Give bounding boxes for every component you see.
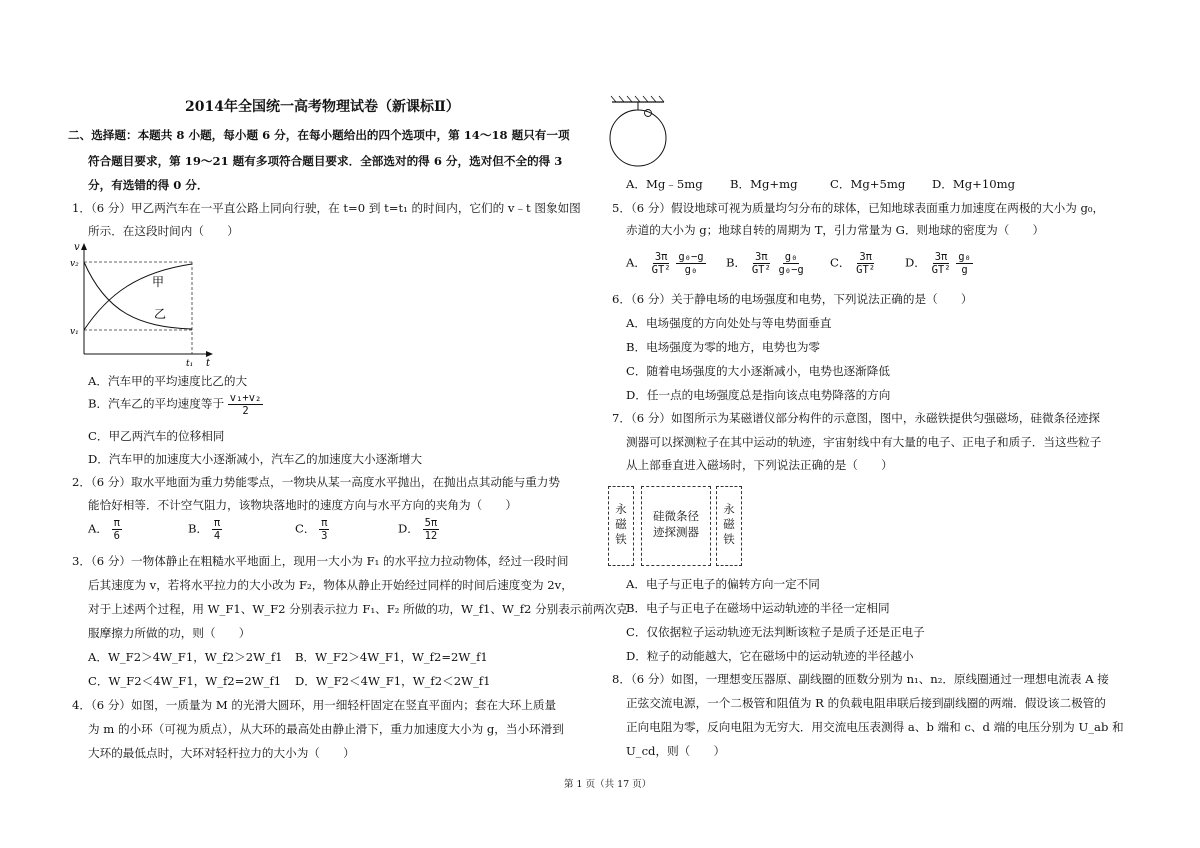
- curve-jia: [84, 264, 192, 330]
- curve-jia-label: 甲: [152, 275, 165, 289]
- q6-stem-line1: 6．（6 分）关于静电场的电场强度和电势，下列说法正确的是（ ）: [612, 292, 973, 306]
- q1-option-b-denominator: 2: [242, 405, 249, 417]
- q5-a-f1-den: GT²: [651, 264, 671, 276]
- q8-stem-line1: 8．（6 分）如图，一理想变压器原、副线圈的匝数分别为 n₁、n₂．原线圈通过一理想电流表 A 接: [612, 672, 1109, 686]
- q6-option-c: C．随着电场强度的大小逐渐减小，电势也逐渐降低: [626, 364, 890, 378]
- v1-label: v₁: [70, 327, 79, 337]
- q5-option-a-label: A．: [626, 255, 646, 270]
- q5-stem-line1: 5．（6 分）假设地球可视为质量均匀分布的球体，已知地球表面重力加速度在两极的大小为 g₀，: [612, 201, 1105, 215]
- big-ring: [610, 110, 666, 166]
- q1-stem-line2: 所示．在这段时间内（ ）: [88, 224, 239, 238]
- q7-option-c: C．仅依据粒子运动轨迹无法判断该粒子是质子还是正电子: [626, 625, 925, 639]
- q2-option-c: [295, 517, 329, 542]
- page-title: 2014年全国统一高考物理试卷（新课标Ⅱ）: [185, 99, 460, 115]
- q3-stem-line2: 后其速度为 v，若将水平拉力的大小改为 F₂，物体从静止开始经过同样的时间后速度变为 2v，: [88, 578, 573, 592]
- q2-option-d-den: 12: [424, 530, 438, 542]
- q3-option-b: B．W_F2＞4W_F1，W_f2=2W_f1: [295, 650, 488, 664]
- q2-option-d: [398, 517, 439, 542]
- q4-stem-line1: 4．（6 分）如图，一质量为 M 的光滑大圆环，用一细轻杆固定在竖直平面内；套在大环上质量: [72, 698, 557, 712]
- q8-stem-line3: 正向电阻为零，反向电阻为无穷大．用交流电压表测得 a、b 端和 c、d 端的电压分别为 U_ab 和: [626, 720, 1124, 734]
- q4-option-a: A．Mg﹣5mg: [626, 177, 703, 191]
- section-header-line3: 分，有选错的得 0 分．: [88, 178, 209, 192]
- q7-left-magnet-label: 永磁铁: [615, 502, 627, 546]
- q8-stem-line4: U_cd，则（ ）: [626, 744, 726, 758]
- q4-option-d: D．Mg+10mg: [932, 177, 1016, 191]
- q2-stem-line2: 能恰好相等．不计空气阻力，该物块落地时的速度方向与水平方向的夹角为（ ）: [88, 498, 517, 512]
- q1-vt-graph: [68, 242, 218, 368]
- q7-stem-line2: 测器可以探测粒子在其中运动的轨迹，宇宙射线中有大量的电子、正电子和质子．当这些粒子: [626, 435, 1102, 449]
- x-axis-label: t: [206, 358, 211, 368]
- section-header-line2: 符合题目要求，第 19～21 题有多项符合题目要求．全部选对的得 6 分，选对但不全的得 3: [88, 154, 563, 168]
- y-axis-arrow: [81, 243, 87, 250]
- q1-option-b-numerator: v₁+v₂: [229, 392, 262, 404]
- q2-option-d-label: D．: [398, 521, 419, 536]
- q3-stem-line4: 服摩擦力所做的功，则（ ）: [88, 626, 251, 640]
- q2-option-c-den: 3: [321, 530, 328, 542]
- q1-option-b-fraction: [228, 392, 264, 417]
- q4-stem-line3: 大环的最低点时，大环对轻杆拉力的大小为（ ）: [88, 746, 355, 760]
- q1-option-d: D．汽车甲的加速度大小逐渐减小，汽车乙的加速度大小逐渐增大: [88, 452, 422, 466]
- q2-option-a-den: 6: [113, 530, 120, 542]
- q5-a-f1-num: 3π: [654, 251, 668, 263]
- q7-stem-line3: 从上部垂直进入磁场时，下列说法正确的是（ ）: [626, 458, 893, 472]
- q5-d-f1-num: 3π: [934, 251, 948, 263]
- q2-option-a-label: A．: [88, 521, 108, 536]
- q5-b-f1-den: GT²: [751, 264, 771, 276]
- q7-option-a: A．电子与正电子的偏转方向一定不同: [626, 577, 820, 591]
- q2-option-d-num: 5π: [424, 517, 438, 529]
- q5-option-a: [626, 251, 706, 276]
- q1-option-a: A．汽车甲的平均速度比乙的大: [88, 374, 248, 388]
- q4-option-b: B．Mg+mg: [730, 177, 798, 191]
- q7-option-b: B．电子与正电子在磁场中运动轨迹的半径一定相同: [626, 601, 890, 615]
- q6-option-b: B．电场强度为零的地方，电势也为零: [626, 340, 821, 354]
- q3-option-c: C．W_F2＜4W_F1，W_f2=2W_f1: [88, 674, 282, 688]
- q7-detector-label-line2: 迹探测器: [653, 525, 699, 539]
- q1-option-b: [88, 392, 263, 417]
- curve-yi: [84, 262, 192, 329]
- q2-option-b-label: B．: [188, 521, 209, 536]
- q5-option-d-label: D．: [905, 255, 926, 270]
- q2-option-b-den: 4: [213, 530, 221, 542]
- q5-c-f1-num: 3π: [859, 251, 872, 263]
- q2-stem-line1: 2．（6 分）取水平地面为重力势能零点，一物块从某一高度水平抛出，在抛出点其动能与重力势: [72, 475, 560, 489]
- q1-stem-line1: 1．（6 分）甲乙两汽车在一平直公路上同向行驶，在 t=0 到 t=t₁ 的时间内，它们的 v﹣t 图象如图: [72, 201, 581, 215]
- q1-option-b-prefix: B．汽车乙的平均速度等于: [88, 396, 225, 411]
- q7-detector-label-line1: 硅微条径: [653, 509, 699, 523]
- q5-d-f1-den: GT²: [931, 264, 951, 276]
- q5-d-f2-den: g: [961, 264, 968, 276]
- q3-option-a: A．W_F2＞4W_F1，W_f2＞2W_f1: [88, 650, 283, 664]
- q5-option-b: [726, 251, 806, 276]
- q2-option-a: [88, 517, 122, 542]
- curve-yi-label: 乙: [154, 307, 167, 321]
- q5-b-f1-num: 3π: [754, 251, 768, 263]
- q4-stem-line2: 为 m 的小环（可视为质点），从大环的最高处由静止滑下，重力加速度大小为 g，当小环滑到: [88, 722, 564, 736]
- q3-stem-line1: 3．（6 分）一物体静止在粗糙水平地面上，现用一大小为 F₁ 的水平拉力拉动物体，经过一段时间: [72, 554, 569, 568]
- q3-stem-line3: 对于上述两个过程，用 W_F1、W_F2 分别表示拉力 F₁、F₂ 所做的功，W_f1、W_f2 分别表示前两次克: [88, 602, 628, 616]
- q2-option-b: [188, 517, 222, 542]
- q7-option-d: D．粒子的动能越大，它在磁场中的运动轨迹的半径越小: [626, 649, 914, 663]
- v2-label: v₂: [70, 259, 79, 269]
- q5-option-c-label: C．: [830, 255, 851, 270]
- y-axis-label: v: [74, 242, 80, 253]
- q5-option-d: [905, 251, 973, 276]
- q2-option-b-num: π: [213, 517, 221, 529]
- page-footer: 第 1 页（共 17 页）: [564, 779, 652, 790]
- q6-option-a: A．电场强度的方向处处与等电势面垂直: [626, 316, 832, 330]
- q5-option-c: [830, 251, 877, 276]
- q5-option-b-label: B．: [726, 255, 747, 270]
- q5-c-f1-den: GT²: [856, 264, 876, 276]
- q5-a-f2-num: g₀−g: [678, 251, 704, 263]
- section-header-line1: 二、选择题：本题共 8 小题，每小题 6 分，在每小题给出的四个选项中，第 14～18 题只有一项: [68, 128, 570, 142]
- q2-option-a-num: π: [113, 517, 120, 529]
- q7-right-magnet-label: 永磁铁: [723, 502, 735, 546]
- q8-stem-line2: 正弦交流电源，一个二极管和阻值为 R 的负载电阻串联后接到副线圈的两端．假设该二极管的: [626, 696, 1106, 710]
- q7-stem-line1: 7．（6 分）如图所示为某磁谱仪部分构件的示意图，图中，永磁铁提供匀强磁场，硅微条径迹探: [612, 411, 1100, 425]
- q3-option-d: D．W_F2＜4W_F1，W_f2＜2W_f1: [295, 674, 491, 688]
- q6-option-d: D．任一点的电场强度总是指向该点电势降落的方向: [626, 388, 891, 402]
- t1-label: t₁: [186, 359, 194, 368]
- q1-option-c: C．甲乙两汽车的位移相同: [88, 429, 225, 443]
- q4-ring-figure: [608, 94, 678, 174]
- x-axis-arrow: [206, 351, 213, 357]
- q2-option-c-num: π: [321, 517, 328, 529]
- q5-a-f2-den: g₀: [684, 264, 698, 276]
- q5-stem-line2: 赤道的大小为 g；地球自转的周期为 T，引力常量为 G．则地球的密度为（ ）: [626, 223, 1045, 237]
- q5-b-f2-den: g₀−g: [778, 264, 804, 276]
- q5-d-f2-num: g₀: [958, 251, 971, 263]
- q2-option-c-label: C．: [295, 521, 316, 536]
- q5-b-f2-num: g₀: [784, 251, 798, 263]
- q4-option-c: C．Mg+5mg: [830, 177, 906, 191]
